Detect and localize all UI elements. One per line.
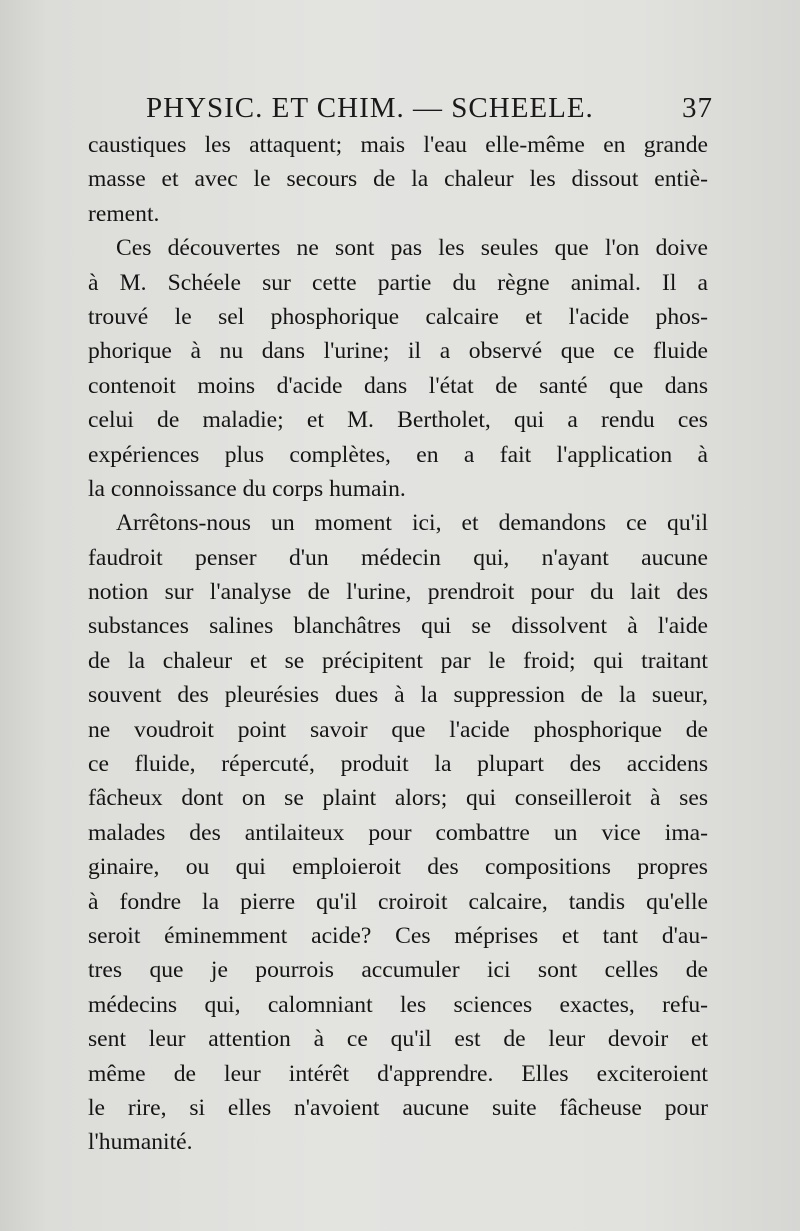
text-line: ne voudroit point savoir que l'acide phosphorique de <box>88 716 708 743</box>
text-line: à fondre la pierre qu'il croiroit calcaire, tandis qu'elle <box>88 888 708 915</box>
text-line: expériences plus complètes, en a fait l'application à <box>88 441 708 468</box>
text-line: ce fluide, répercuté, produit la plupart des accidens <box>88 751 708 778</box>
body-text <box>88 128 708 1160</box>
text-line: seroit éminemment acide? Ces méprises et tant d'au- <box>88 922 708 949</box>
text-line: trouvé le sel phosphorique calcaire et l'acide phos- <box>88 303 708 330</box>
text-line: masse et avec le secours de la chaleur les dissout entiè- <box>88 166 708 193</box>
text-line: médecins qui, calomniant les sciences exactes, refu- <box>88 991 708 1018</box>
text-line: phorique à nu dans l'urine; il a observé que ce fluide <box>88 338 708 365</box>
text-line: malades des antilaiteux pour combattre un vice ima- <box>88 819 708 846</box>
running-head <box>88 92 713 132</box>
text-line: ginaire, ou qui emploieroit des compositions propres <box>88 854 708 881</box>
paragraph-3 <box>88 506 708 1159</box>
text-line: Arrêtons-nous un moment ici, et demandons ce qu'il <box>116 510 708 537</box>
page-number: 37 <box>682 92 713 124</box>
text-line: fâcheux dont on se plaint alors; qui conseilleroit à ses <box>88 785 708 812</box>
text-line: notion sur l'analyse de l'urine, prendroit pour du lait des <box>88 579 708 606</box>
text-line: rement. <box>88 200 160 227</box>
text-line: sent leur attention à ce qu'il est de leur devoir et <box>88 1026 708 1053</box>
text-line: le rire, si elles n'avoient aucune suite fâcheuse pour <box>88 1094 708 1121</box>
text-line: l'humanité. <box>88 1129 193 1156</box>
text-line: tres que je pourrois accumuler ici sont celles de <box>88 957 708 984</box>
text-line: contenoit moins d'acide dans l'état de santé que dans <box>88 372 708 399</box>
text-line: Ces découvertes ne sont pas les seules que l'on doive <box>116 235 708 262</box>
text-line: caustiques les attaquent; mais l'eau elle-même en grande <box>88 132 708 158</box>
running-title: PHYSIC. ET CHIM. — SCHEELE. <box>146 92 594 124</box>
text-line: de la chaleur et se précipitent par le froid; qui traitant <box>88 647 708 674</box>
paragraph-1 <box>88 128 708 231</box>
text-line: à M. Schéele sur cette partie du règne animal. Il a <box>88 269 708 296</box>
text-line: faudroit penser d'un médecin qui, n'ayant aucune <box>88 544 708 571</box>
text-line: substances salines blanchâtres qui se dissolvent à l'aide <box>88 613 708 640</box>
text-line: même de leur intérêt d'apprendre. Elles exciteroient <box>88 1060 708 1087</box>
text-line: la connoissance du corps humain. <box>88 475 406 502</box>
text-line: celui de maladie; et M. Bertholet, qui a rendu ces <box>88 407 708 434</box>
text-line: souvent des pleurésies dues à la suppression de la sueur, <box>88 682 708 709</box>
paragraph-2 <box>88 231 708 506</box>
